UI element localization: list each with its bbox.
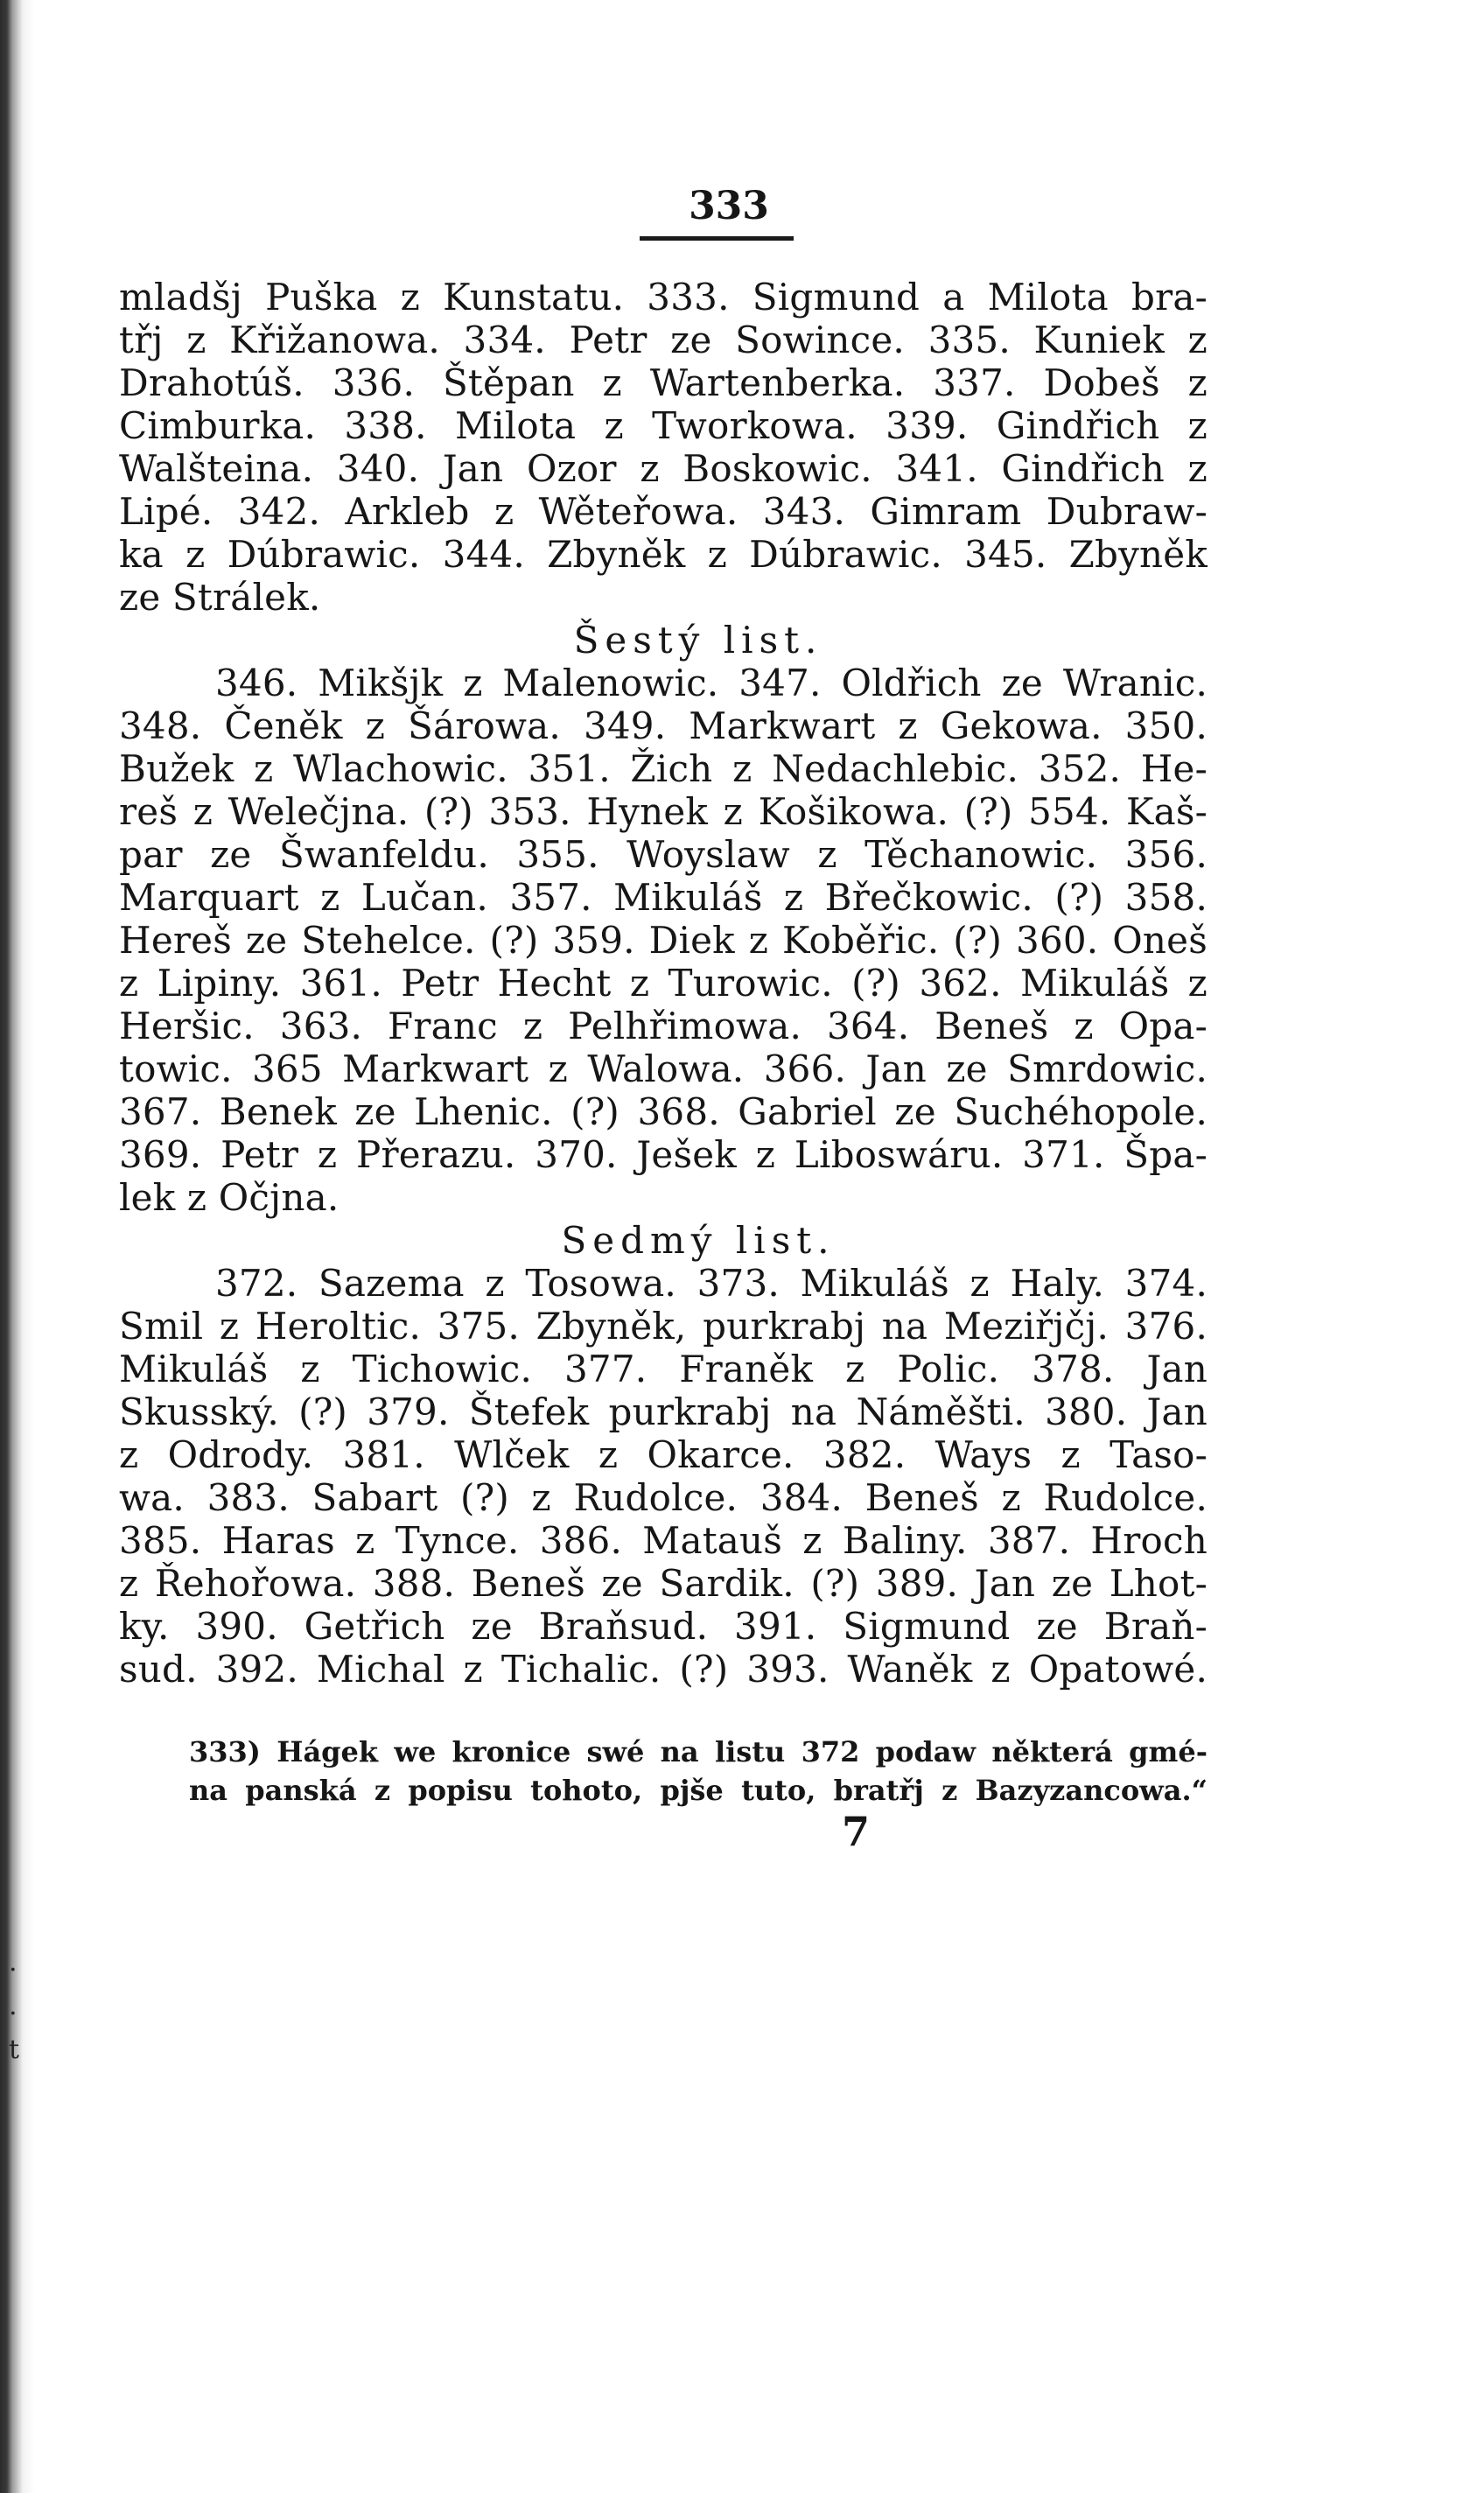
text-line: 369. Petr z Přerazu. 370. Ješek z Liboswáru. 371. Špa- bbox=[119, 1133, 1208, 1176]
paragraph bbox=[119, 1262, 1208, 1691]
text-line: Drahotúš. 336. Štěpan z Wartenberka. 337. Dobeš z bbox=[119, 361, 1208, 404]
margin-mark: . bbox=[9, 1991, 18, 2021]
text-line: z Lipiny. 361. Petr Hecht z Turowic. (?) 362. Mikuláš z bbox=[119, 962, 1208, 1005]
page-number: 333 bbox=[689, 184, 769, 228]
paragraph bbox=[119, 276, 1208, 619]
footnote bbox=[119, 1733, 1208, 1810]
text-line: 372. Sazema z Tosowa. 373. Mikuláš z Haly. 374. bbox=[215, 1262, 1208, 1305]
scan-edge-shadow bbox=[0, 0, 35, 2493]
text-line: Lipé. 342. Arkleb z Wěteřowa. 343. Gimram Dubraw- bbox=[119, 490, 1208, 533]
text-line: Walšteina. 340. Jan Ozor z Boskowic. 341. Gindřich z bbox=[119, 447, 1208, 490]
text-line: ky. 390. Getřich ze Braňsud. 391. Sigmund ze Braň- bbox=[119, 1605, 1208, 1648]
text-line: reš z Welečjna. (?) 353. Hynek z Košikowa. (?) 554. Kaš- bbox=[119, 790, 1208, 833]
section-heading: Šestý list. bbox=[573, 619, 823, 662]
text-line: par ze Šwanfeldu. 355. Woyslaw z Těchanowic. 356. bbox=[119, 833, 1208, 876]
text-line: towic. 365 Markwart z Walowa. 366. Jan ze Smrdowic. bbox=[119, 1047, 1208, 1090]
text-line: ze Strálek. bbox=[119, 576, 321, 619]
margin-mark: . bbox=[9, 1947, 18, 1978]
text-line: z Odrody. 381. Wlček z Okarce. 382. Ways z Taso- bbox=[119, 1433, 1208, 1476]
text-line: Heršic. 363. Franc z Pelhřimowa. 364. Beneš z Opa- bbox=[119, 1005, 1208, 1047]
page-body bbox=[119, 276, 1208, 1691]
text-line: lek z Očjna. bbox=[119, 1176, 340, 1219]
margin-mark: t bbox=[9, 2034, 20, 2065]
text-line: třj z Křižanowa. 334. Petr ze Sowince. 335. Kuniek z bbox=[119, 319, 1208, 361]
text-line: Skusský. (?) 379. Štefek purkrabj na Náměšti. 380. Jan bbox=[119, 1390, 1208, 1433]
header-rule bbox=[640, 236, 794, 241]
text-line: Smil z Heroltic. 375. Zbyněk, purkrabj na Meziřjčj. 376. bbox=[119, 1305, 1208, 1348]
signature-mark: 7 bbox=[841, 1808, 870, 1855]
text-line: Hereš ze Stehelce. (?) 359. Diek z Koběřic. (?) 360. Oneš bbox=[119, 919, 1208, 962]
text-line: ka z Dúbrawic. 344. Zbyněk z Dúbrawic. 345. Zbyněk bbox=[119, 533, 1208, 576]
book-page bbox=[119, 180, 1208, 1853]
text-line: z Řehořowa. 388. Beneš ze Sardik. (?) 389. Jan ze Lhot- bbox=[119, 1562, 1208, 1605]
text-line: Mikuláš z Tichowic. 377. Franěk z Polic. 378. Jan bbox=[119, 1348, 1208, 1390]
paragraph bbox=[119, 662, 1208, 1219]
text-line: sud. 392. Michal z Tichalic. (?) 393. Waněk z Opatowé. bbox=[119, 1648, 1208, 1691]
text-line: 348. Čeněk z Šárowa. 349. Markwart z Gekowa. 350. bbox=[119, 704, 1208, 747]
text-line: Bužek z Wlachowic. 351. Žich z Nedachlebic. 352. He- bbox=[119, 747, 1208, 790]
text-line: wa. 383. Sabart (?) z Rudolce. 384. Beneš z Rudolce. bbox=[119, 1476, 1208, 1519]
footnote-line: na panská z popisu tohoto, pjše tuto, bratřj z Bazyzancowa.“ bbox=[189, 1774, 1208, 1807]
section-heading: Sedmý list. bbox=[561, 1219, 836, 1262]
text-line: 367. Benek ze Lhenic. (?) 368. Gabriel ze Suchéhopole. bbox=[119, 1090, 1208, 1133]
text-line: 385. Haras z Tynce. 386. Matauš z Baliny. 387. Hroch bbox=[119, 1519, 1208, 1562]
footnote-line: 333) Hágek we kronice swé na listu 372 podaw některá gmé- bbox=[189, 1735, 1208, 1768]
text-line: Marquart z Lučan. 357. Mikuláš z Břečkowic. (?) 358. bbox=[119, 876, 1208, 919]
text-line: mladšj Puška z Kunstatu. 333. Sigmund a Milota bra- bbox=[119, 276, 1208, 319]
text-line: 346. Mikšjk z Malenowic. 347. Oldřich ze Wranic. bbox=[215, 662, 1208, 704]
text-line: Cimburka. 338. Milota z Tworkowa. 339. Gindřich z bbox=[119, 404, 1208, 447]
